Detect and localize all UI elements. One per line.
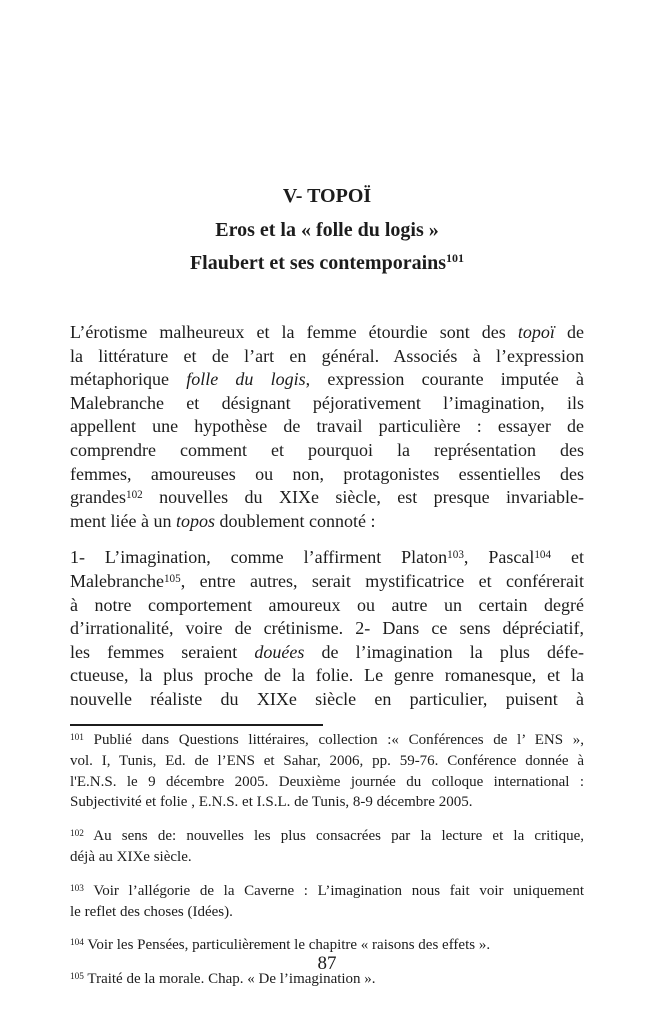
text-line: 1- L’imagination, comme l’affirment Platon$^{103}$, Pascal$^{104}$ et xyxy=(70,547,584,568)
paragraph xyxy=(70,321,584,533)
body-text xyxy=(70,321,584,712)
footnote-ref: 103 xyxy=(447,549,464,562)
text-line: la littérature et de l’art en général. Associés à l’expression xyxy=(70,345,584,366)
footnote-ref: 102 xyxy=(70,829,84,840)
text-line: nouvelle réaliste du XIXe siècle en particulier, puisent à xyxy=(70,688,584,709)
text-line: ment liée à un topos doublement connoté : xyxy=(70,510,376,531)
subtitle-author-text: Flaubert et ses contemporains xyxy=(189,252,447,274)
text-line: déjà au XIXe siècle. xyxy=(70,848,192,865)
footnote-ref: 104 xyxy=(534,549,552,562)
text-line: comprendre comment et pourquoi la représentation des xyxy=(70,439,584,460)
text-line: d’irrationalité, voire de crétinisme. 2- Dans ce sens dépréciatif, xyxy=(70,618,584,639)
footnote-ref: 105 xyxy=(70,972,84,982)
text-line: femmes, amoureuses ou non, protagonistes essentielles des xyxy=(70,463,584,484)
footnote-ref: 102 xyxy=(125,489,143,502)
footnote xyxy=(70,881,584,923)
chapter-title: V- TOPOÏ xyxy=(282,185,372,207)
text-line: Subjectivité et folie , E.N.S. et I.S.L. de Tunis, 8-9 décembre 2005. xyxy=(70,794,473,811)
text-line: appellent une hypothèse de travail particulière : essayer de xyxy=(70,416,584,437)
text-line: vol. I, Tunis, Ed. de l’ENS et Sahar, 2006, pp. 59-76. Conférence donnée à xyxy=(70,752,584,769)
footnote xyxy=(70,730,584,813)
text-line: ctueuse, la plus proche de la folie. Le genre romanesque, et la xyxy=(70,665,584,686)
chapter-subtitle: Eros et la « folle du logis » xyxy=(215,218,439,241)
paragraph xyxy=(70,546,584,711)
chapter-heading xyxy=(70,180,584,283)
text-line: $^{101}$ Publié dans Questions littéraires, collection :« Conférences de l’ ENS », xyxy=(70,732,584,748)
footnote-ref: 101 xyxy=(70,732,84,743)
footnote-ref: 101 xyxy=(446,251,465,265)
text-line: $^{105}$ Traité de la morale. Chap. « De l’imagination ». xyxy=(70,971,376,988)
text-line: à notre comportement amoureux ou autre un certain degré xyxy=(70,594,584,615)
text-line: le reflet des choses (Idées). xyxy=(70,903,233,920)
text-line: Malebranche et désignant péjorativement l’imagination, ils xyxy=(70,392,584,413)
footnote-separator xyxy=(70,724,323,726)
text-line: métaphorique folle du logis, expression courante imputée à xyxy=(70,369,585,390)
footnote xyxy=(70,826,584,868)
text-line: les femmes seraient douées de l’imagination la plus défe- xyxy=(70,641,584,662)
footnote-ref: 104 xyxy=(70,938,84,949)
text-line: $^{102}$ Au sens de: nouvelles les plus consacrées par la lecture et la critique, xyxy=(70,828,584,845)
text-line: grandes$^{102}$ nouvelles du XIXe siècle, est presque invariable- xyxy=(70,487,584,508)
footnote-ref: 103 xyxy=(70,883,84,894)
chapter-subtitle-author xyxy=(70,247,584,283)
page-number: 87 xyxy=(317,953,337,974)
footnote-ref: 105 xyxy=(163,572,181,585)
text-line: $^{104}$ Voir les Pensées, particulièrement le chapitre « raisons des effets ». xyxy=(70,937,491,954)
text-line: l'E.N.S. le 9 décembre 2005. Deuxième journée du colloque international : xyxy=(70,773,584,790)
footnotes xyxy=(70,730,584,990)
text-line: L’érotisme malheureux et la femme étourdie sont des topoï de xyxy=(70,322,584,342)
text-line: $^{103}$ Voir l’allégorie de la Caverne : L’imagination nous fait voir uniquement xyxy=(70,882,584,899)
text-line: Malebranche$^{105}$, entre autres, serait mystificatrice et conférerait xyxy=(70,570,584,591)
